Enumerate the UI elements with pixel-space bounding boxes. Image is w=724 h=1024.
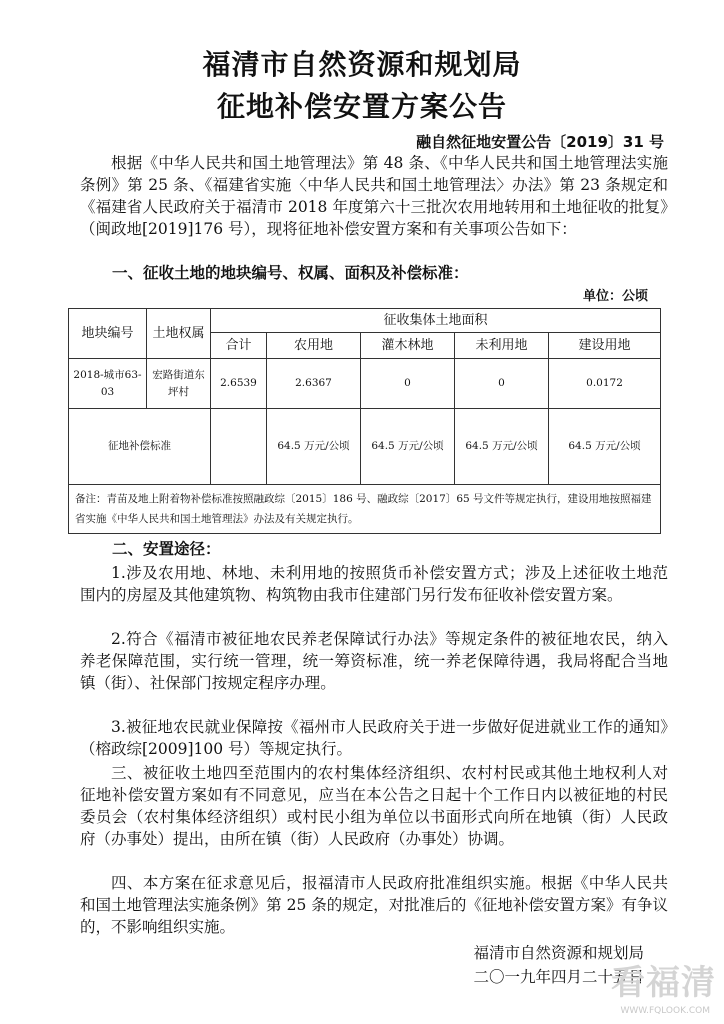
cell-total: 2.6539 xyxy=(211,359,267,409)
title-line-2: 征地补偿安置方案公告 xyxy=(216,90,507,123)
signature-date: 二〇一九年四月二十五日 xyxy=(473,968,644,986)
cell-standard-total xyxy=(211,409,267,485)
watermark-logo: 看福清 xyxy=(611,963,716,1003)
document-number: 融自然征地安置公告〔2019〕31 号 xyxy=(416,133,664,151)
land-table xyxy=(68,308,661,534)
table-header-row xyxy=(69,309,661,333)
watermark-url: WWW.FQLOOK.COM xyxy=(620,1006,710,1016)
title-line-1: 福清市自然资源和规划局 xyxy=(202,48,522,81)
header-total: 合计 xyxy=(211,333,267,359)
paragraph-section-4: 四、本方案在征求意见后，报福清市人民政府批准组织实施。根据《中华人民共和国土地管理法实施条例》第 25 条的规定，对批准后的《征地补偿安置方案》有争议的，不影响组织实施。 xyxy=(80,874,668,936)
cell-standard-label: 征地补偿标准 xyxy=(69,409,211,485)
table-standard-row xyxy=(69,409,661,485)
table-note: 备注：青苗及地上附着物补偿标准按照融政综〔2015〕186 号、融政综〔2017〕65 号文件等规定执行，建设用地按照福建省实施《中华人民共和国土地管理法》办法及有关规定执行。 xyxy=(69,485,661,534)
header-ownership: 土地权属 xyxy=(147,309,211,359)
cell-ownership: 宏路街道东坪村 xyxy=(147,359,211,409)
header-area-group: 征收集体土地面积 xyxy=(211,309,661,333)
header-construction: 建设用地 xyxy=(549,333,661,359)
table-note-row xyxy=(69,485,661,534)
cell-farmland: 2.6367 xyxy=(267,359,361,409)
cell-standard-unused: 64.5 万元/公顷 xyxy=(455,409,549,485)
table-unit: 单位：公顷 xyxy=(582,289,648,304)
header-shrub: 灌木林地 xyxy=(361,333,455,359)
intro-paragraph: 根据《中华人民共和国土地管理法》第 48 条、《中华人民共和国土地管理法实施条例》第 25 条、《福建省实施〈中华人民共和国土地管理法〉办法》第 23 条规定和《福建省人民政府关于福清市 2018 年度第六十三批次农用地转用和土地征收的批复》（闽政地[2019]176 号），现将征地补偿安置方案和有关事项公告如下： xyxy=(80,154,668,238)
table-row xyxy=(69,359,661,409)
cell-construction: 0.0172 xyxy=(549,359,661,409)
paragraph-section-3: 三、被征收土地四至范围内的农村集体经济组织、农村村民或其他土地权利人对征地补偿安置方案如有不同意见，应当在本公告之日起十个工作日内以被征地的村民委员会（农村集体经济组织）或村民小组为单位以书面形式向所在地镇（街）人民政府（办事处）提出，由所在镇（街）人民政府（办事处）协调。 xyxy=(80,764,668,848)
cell-standard-farmland: 64.5 万元/公顷 xyxy=(267,409,361,485)
paragraph-3: 3.被征地农民就业保障按《福州市人民政府关于进一步做好促进就业工作的通知》（榕政综[2009]100 号）等规定执行。 xyxy=(80,718,668,758)
paragraph-2: 2.符合《福清市被征地农民养老保障试行办法》等规定条件的被征地农民，纳入养老保障范围，实行统一管理，统一筹资标准，统一养老保障待遇，我局将配合当地镇（街）、社保部门按规定程序办理。 xyxy=(80,630,668,692)
cell-unused: 0 xyxy=(455,359,549,409)
header-farmland: 农用地 xyxy=(267,333,361,359)
cell-standard-construction: 64.5 万元/公顷 xyxy=(549,409,661,485)
cell-standard-shrub: 64.5 万元/公顷 xyxy=(361,409,455,485)
cell-plot-no: 2018-城市63-03 xyxy=(69,359,147,409)
paragraph-1: 1.涉及农用地、林地、未利用地的按照货币补偿安置方式；涉及上述征收土地范围内的房屋及其他建筑物、构筑物由我市住建部门另行发布征收补偿安置方案。 xyxy=(80,564,668,604)
signature-org: 福清市自然资源和规划局 xyxy=(473,944,644,962)
header-plot-no: 地块编号 xyxy=(69,309,147,359)
header-unused: 未利用地 xyxy=(455,333,549,359)
section-1-heading: 一、征收土地的地块编号、权属、面积及补偿标准： xyxy=(112,264,469,282)
section-2-heading: 二、安置途径： xyxy=(112,540,221,558)
cell-shrub: 0 xyxy=(361,359,455,409)
